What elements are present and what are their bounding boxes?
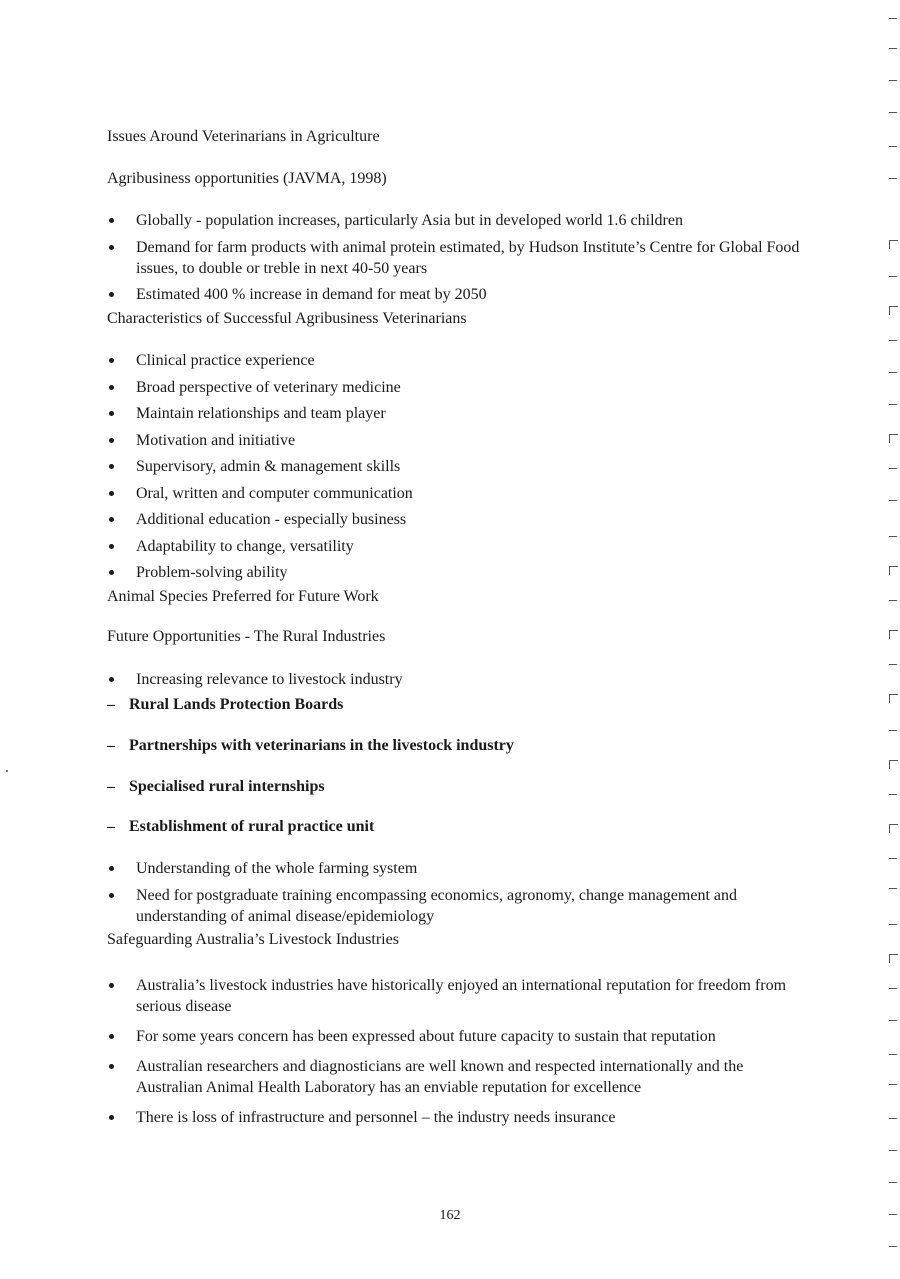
heading-species: Animal Species Preferred for Future Work xyxy=(107,588,379,605)
dash-item xyxy=(107,694,343,715)
dash-item xyxy=(107,735,514,756)
list-item: Understanding of the whole farming system xyxy=(107,858,807,879)
list-item: For some years concern has been expressed about future capacity to sustain that reputation xyxy=(107,1026,807,1047)
list-item: There is loss of infrastructure and personnel – the industry needs insurance xyxy=(107,1107,807,1128)
list-item: Australia’s livestock industries have historically enjoyed an international reputation for freedom from serious disease xyxy=(107,975,807,1017)
future-list-2 xyxy=(107,858,807,932)
list-item: Broad perspective of veterinary medicine xyxy=(107,377,807,398)
dash-item-text: Specialised rural internships xyxy=(129,778,325,795)
list-item: Supervisory, admin & management skills xyxy=(107,456,807,477)
scan-margin-marks xyxy=(885,0,900,1279)
list-item: Oral, written and computer communication xyxy=(107,483,807,504)
list-item: Demand for farm products with animal protein estimated, by Hudson Institute’s Centre for Global Food issues, to double or treble in next 40-50 years xyxy=(107,237,807,279)
dash-mark: – xyxy=(107,778,115,795)
dash-item xyxy=(107,816,374,837)
list-item: Clinical practice experience xyxy=(107,350,807,371)
heading-future: Future Opportunities - The Rural Industries xyxy=(107,628,386,645)
future-list-1 xyxy=(107,669,807,696)
list-item: Adaptability to change, versatility xyxy=(107,536,807,557)
dash-mark: – xyxy=(107,818,115,835)
heading-characteristics: Characteristics of Successful Agribusiness Veterinarians xyxy=(107,310,467,327)
characteristics-list xyxy=(107,350,807,589)
list-item: Problem-solving ability xyxy=(107,562,807,583)
heading-safeguarding: Safeguarding Australia’s Livestock Industries xyxy=(107,931,399,948)
list-item: Globally - population increases, particularly Asia but in developed world 1.6 children xyxy=(107,210,807,231)
list-item: Maintain relationships and team player xyxy=(107,403,807,424)
dash-mark: – xyxy=(107,737,115,754)
list-item: Increasing relevance to livestock industry xyxy=(107,669,807,690)
dash-item-text: Rural Lands Protection Boards xyxy=(129,696,344,713)
heading-issues: Issues Around Veterinarians in Agriculture xyxy=(107,128,380,145)
list-item: Need for postgraduate training encompassing economics, agronomy, change management and understanding of animal disease/epidemiology xyxy=(107,885,807,927)
list-item: Motivation and initiative xyxy=(107,430,807,451)
safeguarding-list xyxy=(107,975,807,1137)
dash-item-text: Partnerships with veterinarians in the livestock industry xyxy=(129,737,514,754)
heading-agribusiness: Agribusiness opportunities (JAVMA, 1998) xyxy=(107,170,387,187)
list-item: Australian researchers and diagnosticians are well known and respected internationally and the Australian Animal Health Laboratory has an enviable reputation for excellence xyxy=(107,1056,807,1098)
agribusiness-list xyxy=(107,210,807,311)
dash-mark: – xyxy=(107,696,115,713)
page-number: 162 xyxy=(439,1208,461,1223)
list-item: Additional education - especially business xyxy=(107,509,807,530)
dash-item xyxy=(107,776,325,797)
list-item: Estimated 400 % increase in demand for meat by 2050 xyxy=(107,284,807,305)
scan-speck xyxy=(6,770,8,772)
dash-item-text: Establishment of rural practice unit xyxy=(129,818,375,835)
